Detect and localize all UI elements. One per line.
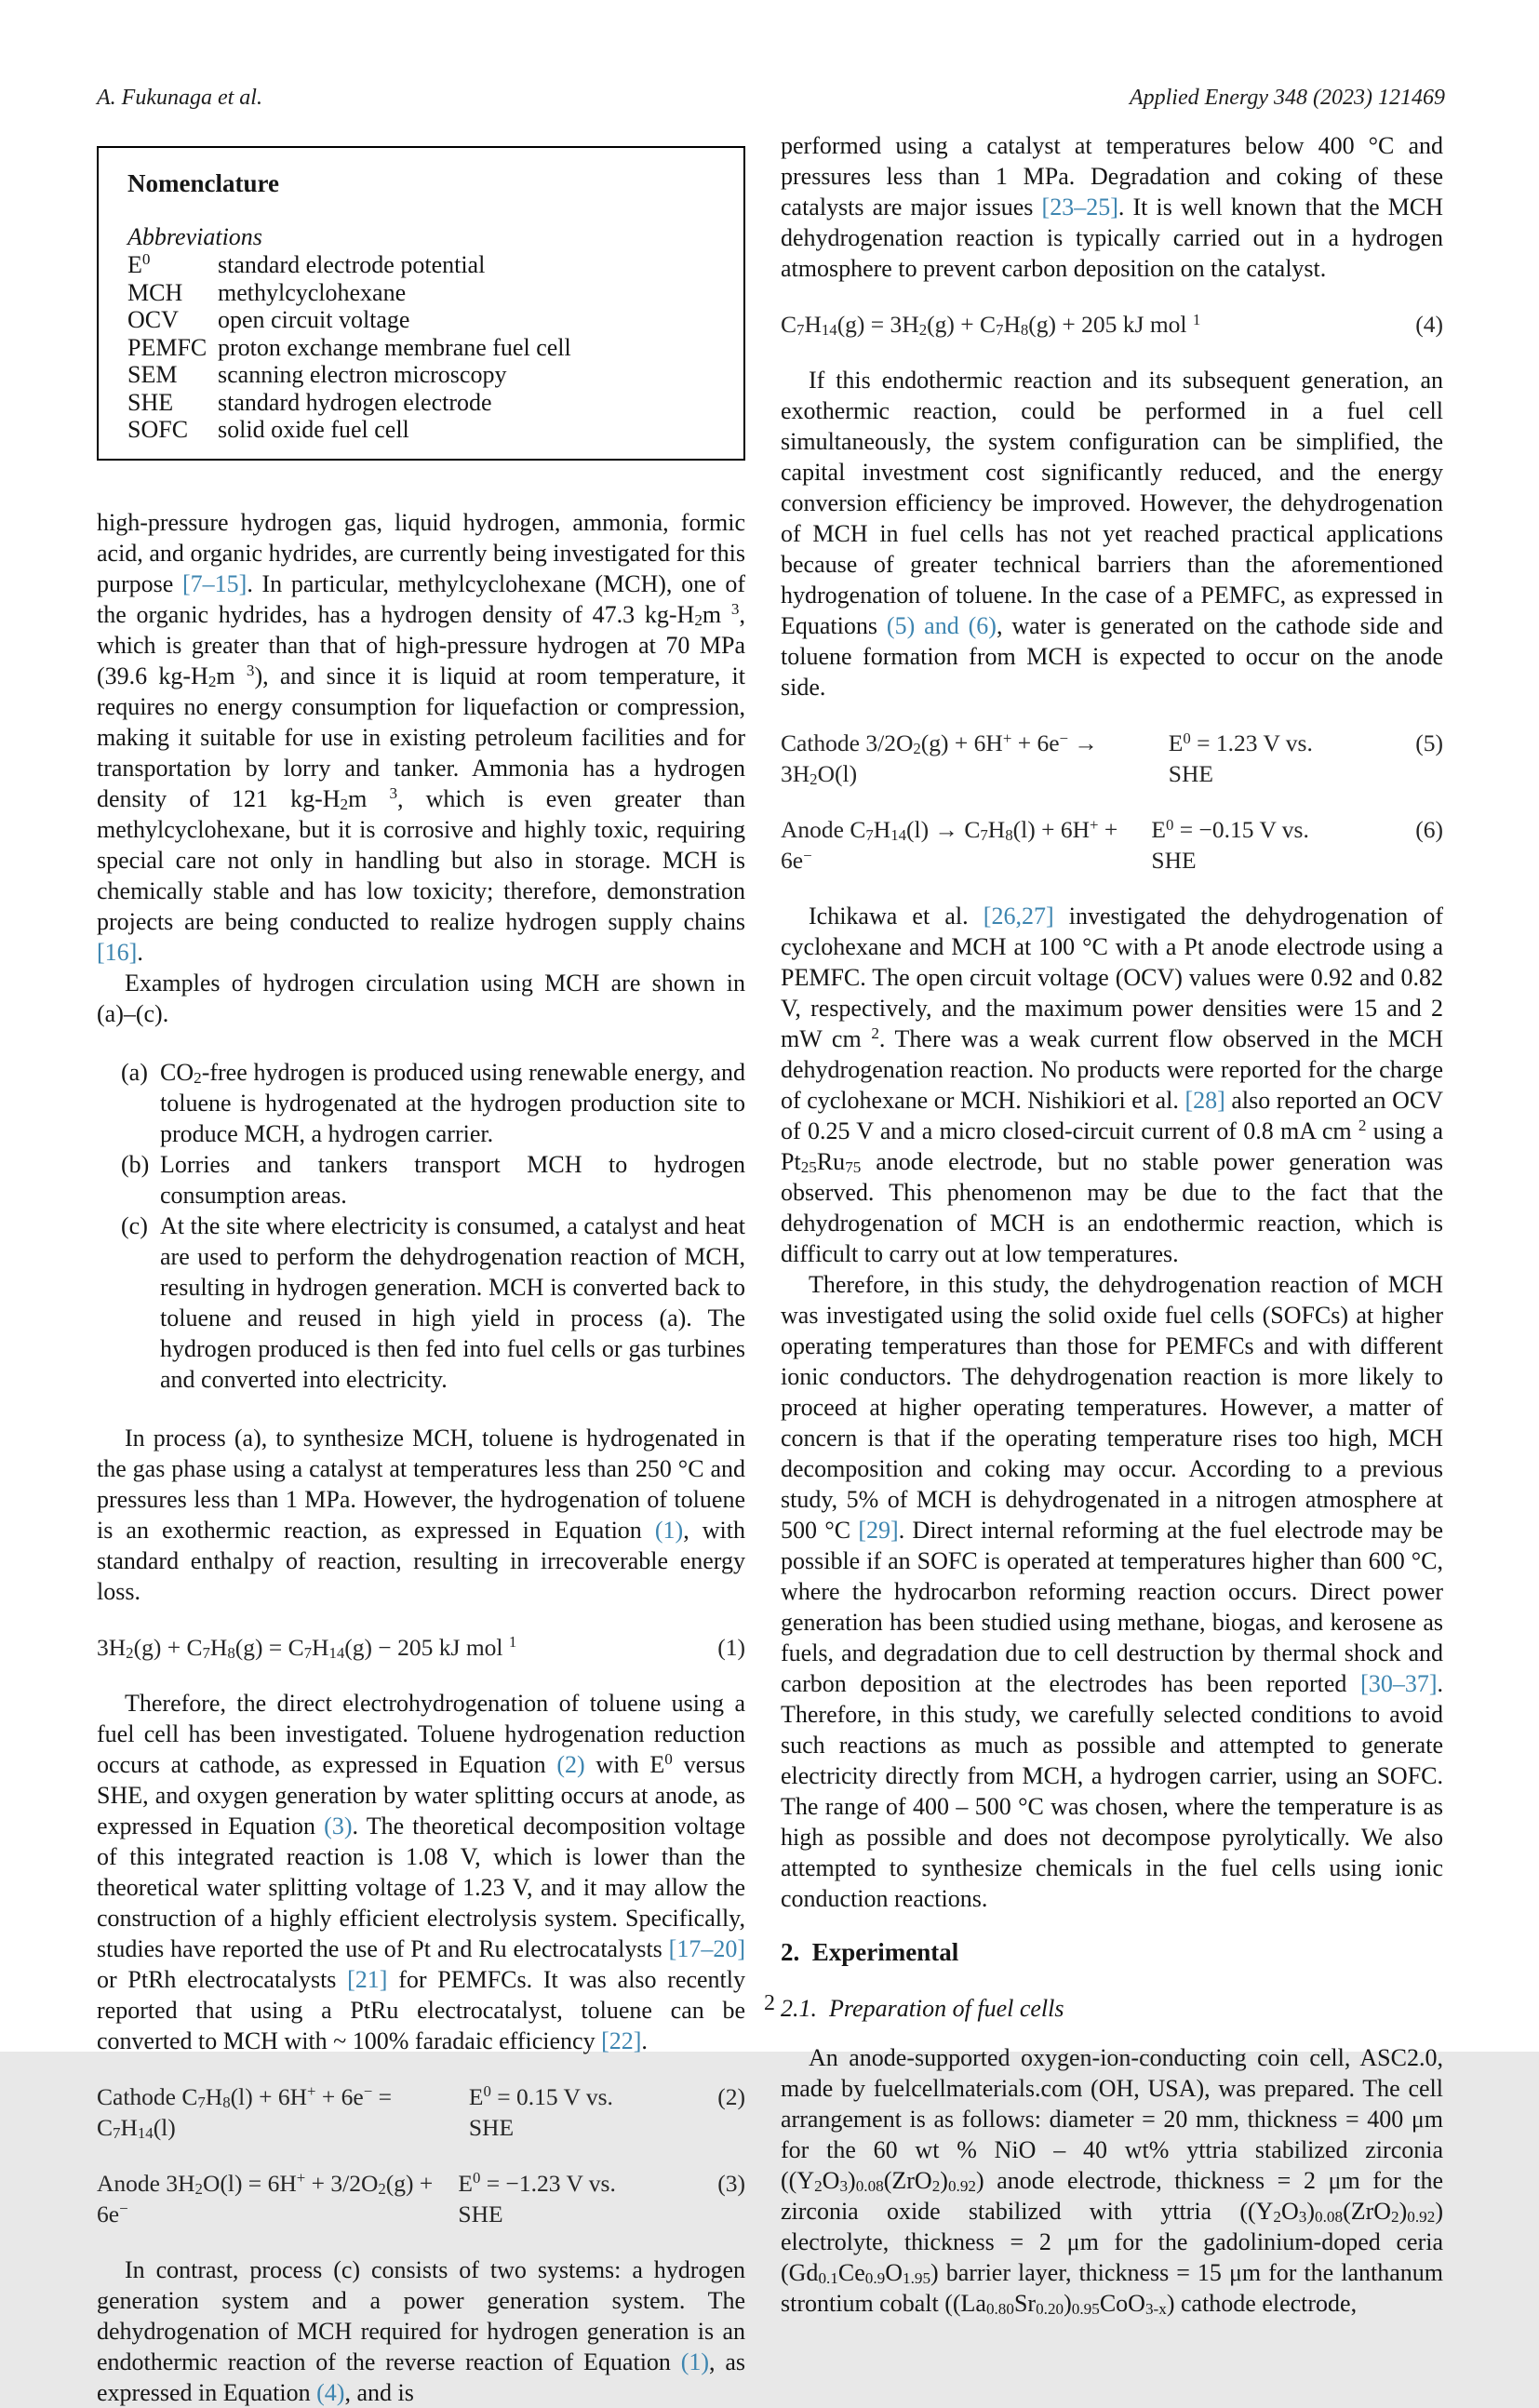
nomenclature-term: SHE bbox=[127, 388, 174, 416]
list-item-label: (b) bbox=[121, 1150, 150, 1178]
equation-formula: Anode $C_7H_{14}(l) \to C_7H_8(l) + 6H^+ + 6e^-$ bbox=[781, 815, 1118, 874]
equation-6 bbox=[781, 814, 1443, 876]
nomenclature-term: OCV bbox=[127, 306, 179, 333]
nomenclature-row bbox=[127, 416, 717, 444]
left-column bbox=[97, 130, 745, 2408]
nomenclature-term: PEMFC bbox=[127, 333, 207, 361]
nomenclature-box bbox=[97, 146, 745, 461]
nomenclature-row bbox=[127, 306, 717, 334]
list-item-text: Lorries and tankers transport MCH to hydrogen consumption areas. bbox=[160, 1150, 745, 1209]
nomenclature-definition: methylcyclohexane bbox=[218, 278, 407, 306]
list-item bbox=[97, 1211, 745, 1395]
equation-number: (6) bbox=[1415, 816, 1443, 843]
section-heading-experimental: 2. Experimental bbox=[781, 1938, 959, 1966]
list-item-text: At the site where electricity is consumed, a catalyst and heat are used to perform the dehydrogenation reaction of MCH, resulting in hydrogen generation. MCH is converted back to toluene and reused in high yield in process (a). The hydrogen produced is then fed into fuel cells or gas turbines and converted into electricity. bbox=[160, 1211, 745, 1393]
equation-formula: $3H_2(g) + C_7H_8(g) = C_7H_{14}(g) - 205$ kJ mol $^1$ bbox=[97, 1633, 517, 1662]
equation-formula: $C_7H_{14}(g) = 3H_2(g) + C_7H_8(g) + 205$ kJ mol $^1$ bbox=[781, 310, 1201, 340]
paragraph: An anode-supported oxygen-ion-conducting coin cell, ASC2.0, made by fuelcellmaterials.com (OH, USA), was prepared. The cell arrangement is as follows: diameter = 20 mm, thickness = 400 μm for the 60 wt % NiO – 40 wt% yttria stabilized zirconia $((Y_2O_3)_{0.08}(ZrO_2)_{0.92})$ anode electrode, thickness = 2 μm for the zirconia oxide stabilized with yttria $((Y_2O_3)_{0.08}(ZrO_2)_{0.92})$ electrolyte, thickness = 2 μm for the gadolinium-doped ceria $(Gd_{0.1}Ce_{0.9}O_{1.95})$ barrier layer, thickness = 15 μm for the lanthanum strontium cobalt $((La_{0.80}Sr_{0.20})_{0.95}CoO_{3-x})$ cathode electrode, bbox=[781, 2044, 1443, 2319]
equation-number: (4) bbox=[1415, 311, 1443, 338]
equation-number: (2) bbox=[717, 2082, 745, 2110]
nomenclature-term: $E^0$ bbox=[127, 250, 151, 278]
nomenclature-definition: open circuit voltage bbox=[218, 306, 410, 333]
nomenclature-term: SEM bbox=[127, 361, 178, 388]
nomenclature-definition: solid oxide fuel cell bbox=[218, 416, 409, 443]
equation-4 bbox=[781, 309, 1443, 340]
nomenclature-row bbox=[127, 334, 717, 362]
list-item-label: (c) bbox=[121, 1211, 148, 1239]
nomenclature-definition: scanning electron microscopy bbox=[218, 361, 507, 388]
equation-formula: Cathode $3/2O_2(g) + 6H^+ + 6e^- \to 3H_2O(l)$ bbox=[781, 729, 1098, 789]
list-item bbox=[97, 1149, 745, 1211]
nomenclature-row bbox=[127, 279, 717, 307]
paragraph: In process (a), to synthesize MCH, toluene is hydrogenated in the gas phase using a catalyst at temperatures less than 250 °C and pressures less than 1 MPa. However, the hydrogenation of toluene is an exothermic reaction, as expressed in Equation (1), with standard enthalpy of reaction, resulting in irrecoverable energy loss. bbox=[97, 1424, 745, 1605]
equation-potential: $E^0 = 0.15$ V vs. SHE bbox=[468, 2082, 613, 2141]
list-item bbox=[97, 1057, 745, 1149]
equation-5 bbox=[781, 728, 1443, 789]
subsection-heading-preparation: 2.1. Preparation of fuel cells bbox=[781, 1995, 1064, 2022]
paragraph: Ichikawa et al. [26,27] investigated the dehydrogenation of cyclohexane and MCH at 100 °C with a Pt anode electrode using a PEMFC. The open circuit voltage (OCV) values were 0.92 and 0.82 V, respectively, and the maximum power densities were 15 and 2 mW cm $^2$. There was a weak current flow observed in the MCH dehydrogenation reaction. No products were reported for the charge of cyclohexane or MCH. Nishikiori et al. [28] also reported an OCV of 0.25 V and a micro closed-circuit current of 0.8 mA cm $^2$ using a $Pt_{25}Ru_{75}$ anode electrode, but no stable power generation was observed. This phenomenon may be due to the fact that the dehydrogenation of MCH is an endothermic reaction, which is difficult to carry out at low temperatures. bbox=[781, 903, 1444, 1267]
nomenclature-row bbox=[127, 251, 717, 279]
equation-formula: Cathode $C_7H_8(l) + 6H^+ + 6e^- = C_7H_{14}(l)$ bbox=[97, 2082, 392, 2142]
paragraph: Examples of hydrogen circulation using MCH are shown in (a)–(c). bbox=[97, 969, 745, 1027]
nomenclature-definition: proton exchange membrane fuel cell bbox=[218, 333, 571, 361]
nomenclature-row bbox=[127, 361, 717, 389]
nomenclature-definition: standard hydrogen electrode bbox=[218, 388, 492, 416]
paragraph: Therefore, in this study, the dehydrogenation reaction of MCH was investigated using the solid oxide fuel cells (SOFCs) at higher operating temperatures than those for PEMFCs and with different ionic conductors. The dehydrogenation reaction is more likely to proceed at higher operating temperatures. However, a matter of concern is that if the operating temperature rises too high, MCH decomposition and coking may occur. According to a previous study, 5% of MCH is dehydrogenated in a nitrogen atmosphere at 500 °C [29]. Direct internal reforming at the fuel electrode may be possible if an SOFC is operated at temperatures higher than 600 °C, where the hydrocarbon reforming reaction occurs. Direct power generation has been studied using methane, biogas, and kerosene as fuels, and degradation due to cell destruction by thermal shock and carbon deposition at the electrodes has been reported [30–37]. Therefore, in this study, we carefully selected conditions to avoid such reactions as much as possible and attempted to generate electricity directly from MCH, a hydrogen carrier, using an SOFC. The range of 400 – 500 °C was chosen, where the temperature is as high as possible and does not decompose pyrolytically. We also attempted to synthesize chemicals in the fuel cells using ionic conduction reactions. bbox=[781, 1271, 1443, 1912]
nomenclature-definition: standard electrode potential bbox=[218, 251, 486, 278]
paragraph: In contrast, process (c) consists of two systems: a hydrogen generation system and a power generation system. The dehydrogenation of MCH required for hydrogen generation is an endothermic reaction of the reverse reaction of Equation (1), as expressed in Equation (4), and is bbox=[97, 2255, 745, 2406]
list-item-text: $CO_2$-free hydrogen is produced using renewable energy, and toluene is hydrogenated at the hydrogen production site to produce MCH, a hydrogen carrier. bbox=[160, 1058, 745, 1147]
nomenclature-row bbox=[127, 389, 717, 417]
list-item-label: (a) bbox=[121, 1058, 148, 1086]
equation-1 bbox=[97, 1632, 745, 1663]
equation-number: (5) bbox=[1415, 729, 1443, 756]
paragraph: performed using a catalyst at temperatures below 400 °C and pressures less than 1 MPa. Degradation and coking of these catalysts are major issues [23–25]. It is well known that the MCH dehydrogenation reaction is typically carried out in a hydrogen atmosphere to prevent carbon deposition on the catalyst. bbox=[781, 132, 1443, 282]
paragraph: Therefore, the direct electrohydrogenation of toluene using a fuel cell has been investigated. Toluene hydrogenation reduction occurs at cathode, as expressed in Equation (2) with $E^0$ versus SHE, and oxygen generation by water splitting occurs at anode, as expressed in Equation (3). The theoretical decomposition voltage of this integrated reaction is 1.08 V, which is lower than the theoretical water splitting voltage of 1.23 V, and it may allow the construction of a highly efficient electrolysis system. Specifically, studies have reported the use of Pt and Ru electrocatalysts [17–20] or PtRh electrocatalysts [21] for PEMFCs. It was also recently reported that using a PtRu electrocatalyst, toluene can be converted to MCH with ~ 100% faradaic efficiency [22]. bbox=[97, 1689, 746, 2054]
nomenclature-group-label: Abbreviations bbox=[127, 223, 262, 250]
nomenclature-term: MCH bbox=[127, 278, 183, 306]
process-list bbox=[97, 1057, 745, 1395]
equation-formula: Anode $3H_2O(l) = 6H^+ + 3/2O_2(g) + 6e^-$ bbox=[97, 2169, 434, 2227]
equation-3 bbox=[97, 2168, 745, 2229]
nomenclature-term: SOFC bbox=[127, 416, 189, 443]
paragraph: If this endothermic reaction and its subsequent generation, an exothermic reaction, could be performed in a fuel cell simultaneously, the system configuration can be simplified, the capital investment cost significantly reduced, and the energy conversion efficiency be improved. However, the dehydrogenation of MCH in fuel cells has not yet reached practical applications because of greater technical barriers than the aforementioned hydrogenation of toluene. In the case of a PEMFC, as expressed in Equations (5) and (6), water is generated on the cathode side and toluene formation from MCH is expected to occur on the anode side. bbox=[781, 367, 1443, 701]
equation-potential: $E^0 = 1.23$ V vs. SHE bbox=[1168, 729, 1313, 787]
page-number: 2 bbox=[764, 1991, 775, 2015]
equation-number: (1) bbox=[717, 1633, 745, 1661]
equation-2 bbox=[97, 2081, 745, 2143]
equation-potential: $E^0 = -0.15$ V vs. SHE bbox=[1151, 815, 1309, 874]
header-authors: A. Fukunaga et al. bbox=[97, 86, 262, 110]
nomenclature-title: Nomenclature bbox=[127, 169, 279, 197]
paragraph: high-pressure hydrogen gas, liquid hydrogen, ammonia, formic acid, and organic hydrides, are currently being investigated for this purpose [7–15]. In particular, methylcyclohexane (MCH), one of the organic hydrides, has a hydrogen density of 47.3 $kg-H_2m$ $^3$, which is greater than that of high-pressure hydrogen at 70 MPa (39.6 $kg-H_2m$ $^3$), and since it is liquid at room temperature, it requires no energy consumption for liquefaction or compression, making it suitable for use in existing petroleum facilities and for transportation by lorry and tanker. Ammonia has a hydrogen density of 121 $kg-H_2m$ $^3$, which is even greater than methylcyclohexane, but it is corrosive and highly toxic, requiring special care not only in handling but also in storage. MCH is chemically stable and has low toxicity; therefore, demonstration projects are being conducted to realize hydrogen supply chains [16]. bbox=[97, 508, 745, 966]
header-journal: Applied Energy 348 (2023) 121469 bbox=[1129, 86, 1445, 110]
equation-number: (3) bbox=[717, 2169, 745, 2197]
equation-potential: $E^0 = -1.23$ V vs. SHE bbox=[458, 2169, 616, 2227]
